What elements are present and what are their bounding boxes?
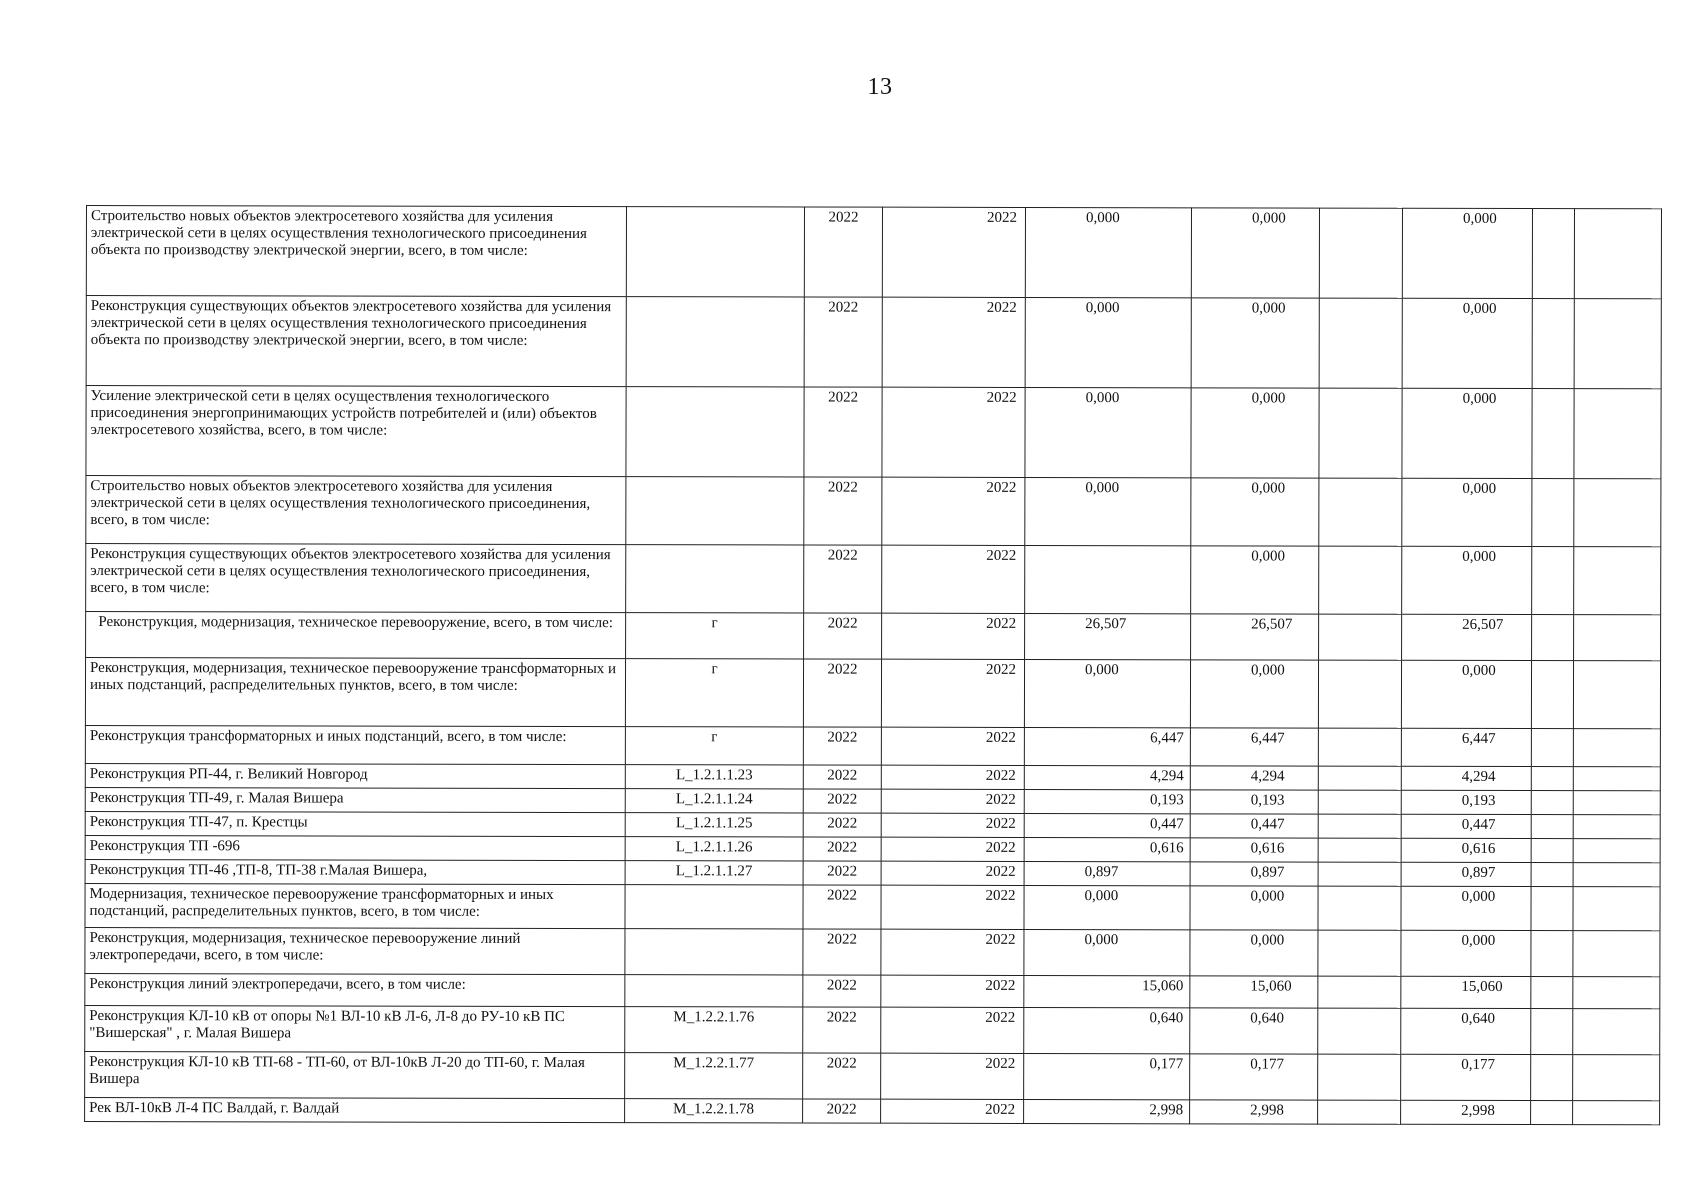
cell-value-3 (1319, 208, 1402, 298)
cell-year-start: 2022 (803, 789, 881, 813)
table-row (85, 835, 1660, 862)
cell-value-2: 0,000 (1190, 886, 1318, 930)
cell-empty-2 (1573, 791, 1660, 815)
cell-code (625, 975, 803, 1007)
cell-value-4: 4,294 (1401, 766, 1531, 790)
cell-empty-1 (1531, 791, 1573, 815)
cell-year-end: 2022 (882, 297, 1025, 387)
cell-empty-2 (1574, 615, 1661, 661)
cell-value-3 (1318, 660, 1401, 728)
cell-name: Реконструкция КЛ-10 кВ ТП-68 - ТП-60, от ВЛ-10кВ Л-20 до ТП-60, г. Малая Вишера (85, 1051, 625, 1098)
cell-year-start: 2022 (803, 727, 881, 765)
cell-empty-1 (1531, 729, 1573, 767)
cell-name: Строительство новых объектов электросетевого хозяйства для усиления электрической сети в целях осуществления технологического присоединения, всего, в том числе: (86, 476, 626, 545)
cell-value-4: 0,897 (1401, 862, 1531, 886)
cell-code (625, 929, 803, 975)
cell-name: Реконструкция существующих объектов электросетевого хозяйства для усиления электрической сети в целях осуществления технологического присоединения, всего, в том числе: (86, 544, 626, 613)
cell-value-4: 0,000 (1401, 930, 1531, 976)
cell-year-start: 2022 (804, 387, 882, 477)
cell-empty-1 (1531, 839, 1573, 863)
cell-value-1: 0,000 (1024, 659, 1190, 727)
cell-empty-2 (1573, 1101, 1660, 1125)
cell-value-3 (1318, 976, 1401, 1008)
cell-value-3 (1319, 614, 1402, 660)
cell-year-start: 2022 (803, 837, 881, 861)
cell-name: Реконструкция КЛ-10 кВ от опоры №1 ВЛ-10 кВ Л-6, Л-8 до РУ-10 кВ ПС "Вишерская" , г. Малая Вишера (85, 1005, 625, 1052)
cell-value-3 (1319, 298, 1402, 388)
cell-value-4: 0,000 (1402, 388, 1532, 478)
cell-year-end: 2022 (881, 1007, 1024, 1053)
cell-year-start: 2022 (804, 297, 882, 387)
cell-code: M_1.2.2.1.78 (625, 1099, 803, 1123)
cell-empty-2 (1574, 209, 1661, 299)
cell-year-end: 2022 (881, 861, 1024, 885)
cell-value-4: 0,000 (1402, 478, 1532, 546)
cell-value-1 (1025, 545, 1191, 613)
cell-name: Реконструкция линий электропередачи, всего, в том числе: (85, 973, 625, 1006)
cell-year-end: 2022 (881, 765, 1024, 789)
cell-value-2: 26,507 (1191, 614, 1319, 660)
cell-value-3 (1318, 790, 1401, 814)
cell-name: Модернизация, техническое перевооружение трансформаторных и иных подстанций, распределительных пунктов, всего, в том числе: (85, 883, 625, 928)
cell-value-4: 6,447 (1401, 728, 1531, 766)
cell-value-4: 0,000 (1402, 298, 1532, 388)
table-row (86, 544, 1661, 615)
table-row (85, 883, 1660, 930)
cell-name: Реконструкция, модернизация, техническое перевооружение, всего, в том числе: (86, 612, 626, 659)
cell-year-end: 2022 (881, 789, 1024, 813)
cell-value-1: 0,640 (1024, 1007, 1190, 1053)
cell-value-2: 0,000 (1191, 298, 1319, 388)
table-row (86, 206, 1661, 299)
cell-value-2: 0,000 (1190, 660, 1318, 728)
table-row (85, 658, 1660, 729)
cell-name: Реконструкция ТП-46 ,ТП-8, ТП-38 г.Малая Вишера, (85, 859, 625, 884)
cell-empty-2 (1574, 299, 1661, 389)
cell-code: L_1.2.1.1.25 (625, 813, 803, 837)
cell-name: Реконструкция РП-44, г. Великий Новгород (85, 763, 625, 788)
cell-value-3 (1318, 1100, 1401, 1124)
cell-code (626, 477, 804, 545)
table-row (85, 859, 1660, 886)
cell-year-start: 2022 (803, 1053, 881, 1099)
cell-value-4: 0,000 (1401, 660, 1531, 728)
cell-empty-2 (1573, 815, 1660, 839)
cell-empty-2 (1573, 839, 1660, 863)
cell-year-end: 2022 (882, 613, 1025, 659)
cell-value-1: 0,000 (1025, 387, 1191, 477)
cell-code (625, 885, 803, 929)
cell-empty-2 (1573, 977, 1660, 1009)
cell-year-end: 2022 (882, 477, 1025, 545)
table-row (86, 612, 1661, 661)
cell-value-4: 0,000 (1402, 208, 1532, 298)
table-row (85, 1097, 1660, 1124)
cell-value-1: 0,000 (1024, 929, 1190, 975)
cell-value-2: 0,000 (1191, 208, 1319, 298)
cell-year-start: 2022 (803, 975, 881, 1007)
cell-year-end: 2022 (881, 813, 1024, 837)
table-row (85, 787, 1660, 814)
table-row (85, 1005, 1660, 1054)
investment-program-table (84, 205, 1662, 1125)
cell-value-4: 0,616 (1401, 838, 1531, 862)
cell-year-end: 2022 (881, 885, 1024, 929)
cell-empty-1 (1532, 209, 1574, 299)
cell-year-start: 2022 (803, 1007, 881, 1053)
cell-empty-1 (1532, 389, 1574, 479)
cell-empty-1 (1531, 1009, 1573, 1055)
cell-empty-2 (1574, 479, 1661, 547)
cell-year-start: 2022 (804, 207, 882, 297)
cell-year-start: 2022 (803, 929, 881, 975)
cell-value-3 (1318, 838, 1401, 862)
cell-value-3 (1318, 1008, 1401, 1054)
cell-value-2: 0,000 (1190, 930, 1318, 976)
cell-value-3 (1318, 886, 1401, 930)
cell-value-2: 6,447 (1190, 728, 1318, 766)
cell-value-2: 2,998 (1190, 1100, 1318, 1124)
cell-empty-1 (1531, 977, 1573, 1009)
cell-value-4: 0,640 (1401, 1008, 1531, 1054)
cell-name: Реконструкция ТП-47, п. Крестцы (85, 811, 625, 836)
cell-code: L_1.2.1.1.27 (625, 861, 803, 885)
cell-name: Рек ВЛ-10кВ Л-4 ПС Валдай, г. Валдай (85, 1097, 625, 1122)
cell-value-3 (1319, 546, 1402, 614)
cell-value-4: 2,998 (1401, 1100, 1531, 1124)
table-row (86, 296, 1661, 389)
cell-value-4: 0,000 (1401, 886, 1531, 930)
cell-value-1: 0,897 (1024, 861, 1190, 885)
cell-empty-1 (1531, 661, 1573, 729)
cell-value-2: 15,060 (1190, 976, 1318, 1008)
cell-empty-1 (1532, 299, 1574, 389)
cell-year-end: 2022 (882, 207, 1025, 297)
cell-code: L_1.2.1.1.26 (625, 837, 803, 861)
cell-value-2: 0,177 (1190, 1054, 1318, 1100)
cell-code (626, 207, 804, 297)
cell-name: Реконструкция ТП -696 (85, 835, 625, 860)
cell-value-4: 0,000 (1402, 546, 1532, 614)
cell-value-1: 0,447 (1024, 813, 1190, 837)
cell-value-3 (1318, 862, 1401, 886)
cell-name: Реконструкция, модернизация, техническое перевооружение трансформаторных и иных подстанций, распределительных пунктов, всего, в том числе: (85, 658, 625, 727)
cell-code (626, 387, 804, 477)
table-row (85, 1051, 1660, 1100)
cell-year-start: 2022 (803, 1099, 881, 1123)
cell-value-2: 0,000 (1191, 478, 1319, 546)
cell-year-end: 2022 (882, 545, 1025, 613)
cell-value-4: 26,507 (1402, 614, 1532, 660)
cell-empty-2 (1573, 661, 1660, 729)
cell-year-start: 2022 (804, 545, 882, 613)
cell-name: Реконструкция, модернизация, техническое перевооружение линий электропередачи, всего, в том числе: (85, 927, 625, 974)
cell-empty-2 (1573, 1055, 1660, 1101)
page-number: 13 (867, 74, 893, 100)
cell-value-1: 26,507 (1025, 613, 1191, 659)
cell-value-2: 4,294 (1190, 766, 1318, 790)
cell-value-2: 0,616 (1190, 838, 1318, 862)
table-row (85, 763, 1660, 790)
cell-year-end: 2022 (882, 387, 1025, 477)
cell-value-4: 15,060 (1401, 976, 1531, 1008)
cell-value-4: 0,193 (1401, 790, 1531, 814)
cell-value-1: 0,000 (1025, 207, 1191, 297)
cell-empty-1 (1531, 815, 1573, 839)
cell-year-end: 2022 (881, 727, 1024, 765)
cell-value-1: 0,177 (1024, 1053, 1190, 1099)
table-body (85, 206, 1662, 1125)
cell-empty-2 (1574, 547, 1661, 615)
cell-year-end: 2022 (881, 659, 1024, 727)
cell-value-2: 0,897 (1190, 862, 1318, 886)
cell-value-3 (1319, 478, 1402, 546)
cell-empty-1 (1531, 1055, 1573, 1101)
cell-year-end: 2022 (881, 837, 1024, 861)
cell-value-3 (1318, 766, 1401, 790)
table-row (86, 476, 1661, 547)
cell-value-1: 0,000 (1024, 885, 1190, 929)
cell-empty-1 (1532, 479, 1574, 547)
cell-empty-1 (1531, 931, 1573, 977)
cell-empty-2 (1573, 863, 1660, 887)
table-row (85, 811, 1660, 838)
cell-code: г (626, 613, 804, 659)
cell-value-2: 0,193 (1190, 790, 1318, 814)
cell-code: M_1.2.2.1.77 (625, 1053, 803, 1099)
cell-name: Строительство новых объектов электросетевого хозяйства для усиления электрической сети в целях осуществления технологического присоединения объекта по производству электрической энергии, всего, в том числе: (86, 206, 626, 297)
cell-value-1: 6,447 (1024, 727, 1190, 765)
cell-value-1: 0,000 (1025, 297, 1191, 387)
cell-empty-1 (1532, 615, 1574, 661)
cell-year-start: 2022 (803, 659, 881, 727)
cell-empty-1 (1531, 1101, 1573, 1125)
cell-code: г (625, 659, 803, 727)
cell-year-start: 2022 (803, 885, 881, 929)
cell-code: L_1.2.1.1.23 (625, 765, 803, 789)
cell-empty-2 (1573, 887, 1660, 931)
cell-name: Усиление электрической сети в целях осуществления технологического присоединения энергопринимающих устройств потребителей и (или) объектов электросетевого хозяйства, всего, в том числе: (86, 386, 626, 477)
cell-empty-2 (1573, 931, 1660, 977)
cell-value-2: 0,000 (1191, 388, 1319, 478)
cell-empty-1 (1531, 887, 1573, 931)
cell-value-2: 0,640 (1190, 1008, 1318, 1054)
cell-value-2: 0,000 (1191, 546, 1319, 614)
cell-value-1: 4,294 (1024, 765, 1190, 789)
cell-empty-2 (1573, 767, 1660, 791)
cell-year-start: 2022 (804, 477, 882, 545)
cell-value-3 (1318, 1054, 1401, 1100)
cell-name: Реконструкция существующих объектов электросетевого хозяйства для усиления электрической сети в целях осуществления технологического присоединения объекта по производству электрической энергии, всего, в том числе: (86, 296, 626, 387)
cell-value-3 (1318, 814, 1401, 838)
cell-code (626, 545, 804, 613)
cell-value-4: 0,177 (1401, 1054, 1531, 1100)
cell-year-end: 2022 (881, 1099, 1024, 1123)
cell-year-start: 2022 (804, 613, 882, 659)
table-row (85, 973, 1660, 1008)
cell-value-1: 0,000 (1025, 477, 1191, 545)
cell-code: M_1.2.2.1.76 (625, 1007, 803, 1053)
cell-year-start: 2022 (803, 813, 881, 837)
cell-value-3 (1318, 728, 1401, 766)
cell-value-1: 15,060 (1024, 975, 1190, 1007)
cell-code (626, 297, 804, 387)
cell-empty-2 (1573, 729, 1660, 767)
cell-year-end: 2022 (881, 975, 1024, 1007)
cell-empty-2 (1573, 1009, 1660, 1055)
cell-year-start: 2022 (803, 861, 881, 885)
table-row (86, 386, 1661, 479)
cell-value-1: 0,616 (1024, 837, 1190, 861)
cell-name: Реконструкция трансформаторных и иных подстанций, всего, в том числе: (85, 725, 625, 764)
cell-value-4: 0,447 (1401, 814, 1531, 838)
cell-year-end: 2022 (881, 929, 1024, 975)
cell-year-end: 2022 (881, 1053, 1024, 1099)
table-row (85, 725, 1660, 766)
table-row (85, 927, 1660, 976)
cell-value-2: 0,447 (1190, 814, 1318, 838)
cell-name: Реконструкция ТП-49, г. Малая Вишера (85, 787, 625, 812)
cell-empty-1 (1531, 767, 1573, 791)
cell-value-3 (1319, 388, 1402, 478)
cell-value-1: 0,193 (1024, 789, 1190, 813)
cell-code: г (625, 727, 803, 765)
cell-value-3 (1318, 930, 1401, 976)
cell-empty-2 (1574, 389, 1661, 479)
cell-year-start: 2022 (803, 765, 881, 789)
cell-code: L_1.2.1.1.24 (625, 789, 803, 813)
cell-value-1: 2,998 (1024, 1099, 1190, 1123)
cell-empty-1 (1531, 863, 1573, 887)
cell-empty-1 (1532, 547, 1574, 615)
